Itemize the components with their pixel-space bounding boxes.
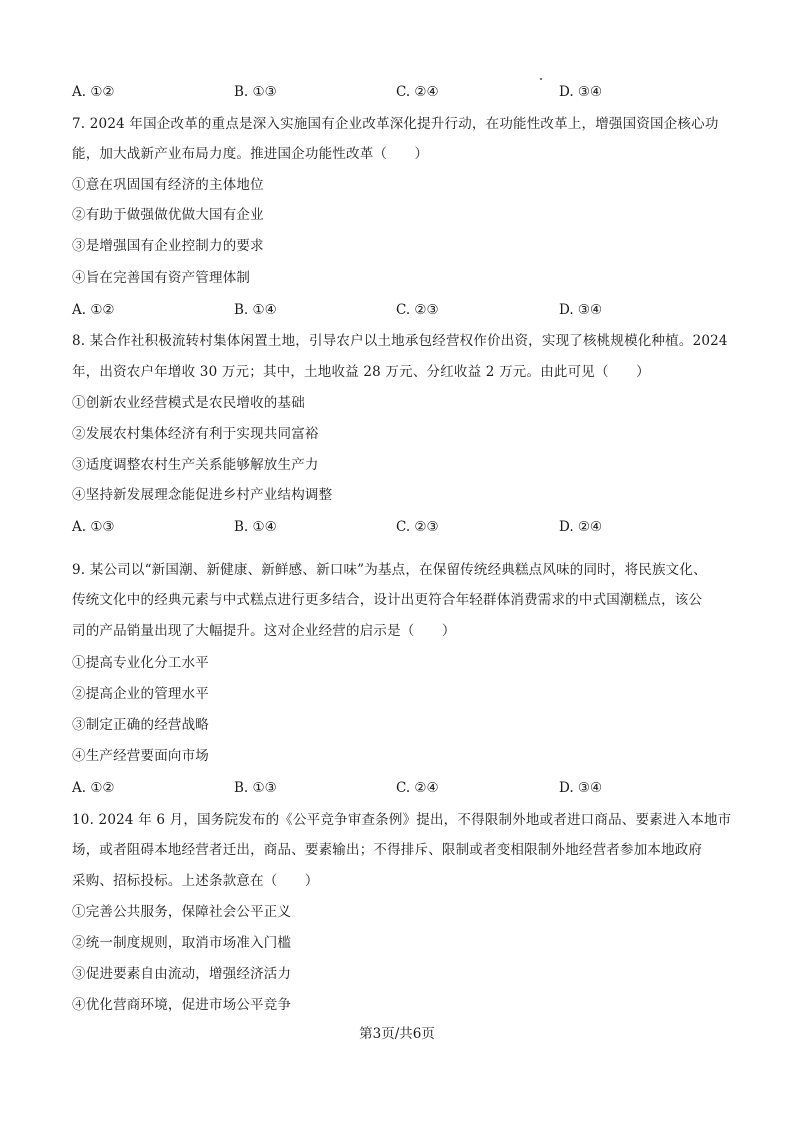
q7-statement-4: ④旨在完善国有资产管理体制 bbox=[72, 270, 251, 286]
q7-options bbox=[72, 300, 732, 320]
q9-stem-line-2: 传统文化中的经典元素与中式糕点进行更多结合，设计出更符合年轻群体消费需求的中式国潮糕点，该公 bbox=[72, 592, 703, 608]
q6-option-a: A. ①② bbox=[72, 84, 115, 100]
q8-option-b: B. ①④ bbox=[234, 519, 277, 535]
q7-statement-3: ③是增强国有企业控制力的要求 bbox=[72, 238, 264, 254]
q7-stem-line-1: 7. 2024 年国企改革的重点是深入实施国有企业改革深化提升行动，在功能性改革上，增强国资国企核心功 bbox=[72, 116, 719, 132]
q10-stem-line-3: 采购、招标投标。上述条款意在（ ） bbox=[72, 873, 319, 889]
q10-statement-2: ②统一制度规则，取消市场准入门槛 bbox=[72, 935, 292, 951]
q10-statement-1: ①完善公共服务，保障社会公平正义 bbox=[72, 904, 292, 920]
q9-options bbox=[72, 778, 732, 798]
q7-option-a: A. ①② bbox=[72, 302, 115, 318]
q8-statement-3: ③适度调整农村生产关系能够解放生产力 bbox=[72, 457, 319, 473]
q10-statement-3: ③促进要素自由流动，增强经济活力 bbox=[72, 966, 292, 982]
q9-statement-3: ③制定正确的经营战略 bbox=[72, 717, 209, 733]
q7-option-c: C. ②③ bbox=[396, 302, 439, 318]
q10-stem-line-2: 场，或者阻碍本地经营者迁出，商品、要素输出；不得排斥、限制或者变相限制外地经营者参加本地政府 bbox=[72, 842, 703, 858]
q7-option-b: B. ①④ bbox=[234, 302, 277, 318]
q9-stem-line-3: 司的产品销量出现了大幅提升。这对企业经营的启示是（ ） bbox=[72, 623, 456, 639]
q8-statement-1: ①创新农业经营模式是农民增收的基础 bbox=[72, 395, 305, 411]
q7-statement-2: ②有助于做强做优做大国有企业 bbox=[72, 207, 264, 223]
q7-statement-1: ①意在巩固国有经济的主体地位 bbox=[72, 177, 264, 193]
q9-stem-line-1: 9. 某公司以“新国潮、新健康、新鲜感、新口味”为基点，在保留传统经典糕点风味的同时，将民族文化、 bbox=[72, 562, 707, 578]
q9-option-d: D. ③④ bbox=[559, 780, 603, 796]
q9-option-c: C. ②④ bbox=[396, 780, 439, 796]
q8-statement-2: ②发展农村集体经济有利于实现共同富裕 bbox=[72, 426, 319, 442]
q8-stem-line-1: 8. 某合作社积极流转村集体闲置土地，引导农户以土地承包经营权作价出资，实现了核桃规模化种植。2024 bbox=[72, 333, 728, 349]
q7-stem-line-2: 能，加大战新产业布局力度。推进国企功能性改革（ ） bbox=[72, 146, 429, 162]
q8-options bbox=[72, 517, 732, 537]
q6-option-b: B. ①③ bbox=[234, 84, 277, 100]
q9-statement-4: ④生产经营要面向市场 bbox=[72, 748, 209, 764]
q8-option-a: A. ①③ bbox=[72, 519, 115, 535]
page-number-footer: 第3页/共6页 bbox=[359, 1026, 435, 1042]
q6-option-d: D. ③④ bbox=[559, 84, 603, 100]
q8-option-c: C. ②③ bbox=[396, 519, 439, 535]
q6-options bbox=[72, 82, 732, 102]
q6-option-c: C. ②④ bbox=[396, 84, 439, 100]
q10-statement-4: ④优化营商环境，促进市场公平竞争 bbox=[72, 997, 292, 1013]
q9-statement-2: ②提高企业的管理水平 bbox=[72, 686, 209, 702]
q9-option-b: B. ①③ bbox=[234, 780, 277, 796]
q9-option-a: A. ①② bbox=[72, 780, 115, 796]
q8-option-d: D. ②④ bbox=[559, 519, 603, 535]
q8-stem-line-2: 年，出资农户年增收 30 万元；其中，土地收益 28 万元、分红收益 2 万元。由此可见（ ） bbox=[72, 364, 650, 380]
scan-speck bbox=[540, 78, 542, 80]
q7-option-d: D. ③④ bbox=[559, 302, 603, 318]
q10-stem-line-1: 10. 2024 年 6 月，国务院发布的《公平竞争审查条例》提出，不得限制外地或者进口商品、要素进入本地市 bbox=[72, 812, 732, 828]
q8-statement-4: ④坚持新发展理念能促进乡村产业结构调整 bbox=[72, 487, 333, 503]
q9-statement-1: ①提高专业化分工水平 bbox=[72, 655, 209, 671]
